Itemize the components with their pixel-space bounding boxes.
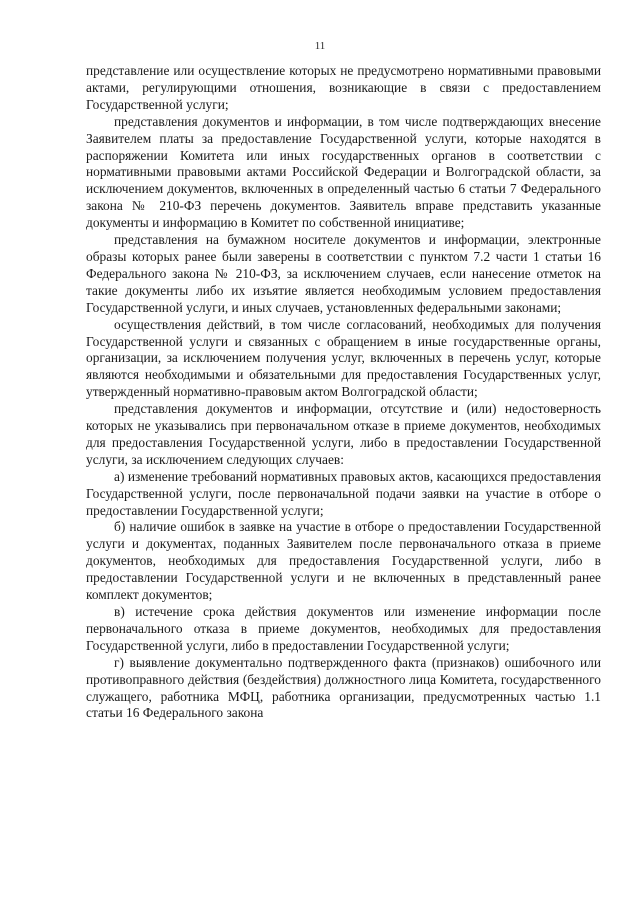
paragraph-1: представление или осуществление которых не предусмотрено нормативными правовыми актами, регулирующими отношения, возникающие в связи с предоставлением Государственной услуги; [86,63,601,112]
document-body [86,63,601,722]
list-item-v: в) истечение срока действия документов или изменение информации после первоначального отказа в приеме документов, необходимых для предоставления Государственной услуги, либо в предоставлении Государственной услуги; [86,604,601,653]
page-number: 11 [314,40,326,52]
paragraph-5: представления документов и информации, отсутствие и (или) недостоверность которых не указывались при первоначальном отказе в приеме документов, необходимых для предоставления Государственной услуги, либо в предоставлении Государственной услуги, за исключением следующих случаев: [86,401,601,467]
paragraph-4: осуществления действий, в том числе согласований, необходимых для получения Государственной услуги и связанных с обращением в иные государственные органы, организации, за исключением получения услуг, включенных в перечень услуг, которые являются необходимыми и обязательными для предоставления Государственных услуг, утвержденный нормативно-правовым актом Волгоградской области; [86,316,601,400]
list-item-g: г) выявление документально подтвержденного факта (признаков) ошибочного или противоправного действия (бездействия) должностного лица Комитета, государственного служащего, работника МФЦ, работника организации, предусмотренных частью 1.1 статьи 16 Федерального закона [86,654,601,721]
list-item-b: б) наличие ошибок в заявке на участие в отборе о предоставлении Государственной услуги и документах, поданных Заявителем после первоначального отказа в приеме документов, необходимых для предоставления Государственной услуги, либо в предоставлении Государственной услуги и не включенных в представленный ранее комплект документов; [86,519,601,603]
paragraph-3: представления на бумажном носителе документов и информации, электронные образы которых ранее были заверены в соответствии с пунктом 7.2 части 1 статьи 16 Федерального закона № 210-ФЗ, за исключением случаев, если нанесение отметок на такие документы либо их изъятие является необходимым условием предоставления Государственной услуги, и иных случаев, установленных федеральными законами; [86,232,601,315]
paragraph-2: представления документов и информации, в том числе подтверждающих внесение Заявителем платы за предоставление Государственной услуги, которые находятся в распоряжении Комитета или иных государственных органов в соответствии с нормативными правовыми актами Российской Федерации и Волгоградской области, за исключением документов, включенных в определенный частью 6 статьи 7 Федерального закона № 210-ФЗ перечень документов. Заявитель вправе представить указанные документы и информацию в Комитет по собственной инициативе; [86,113,601,231]
list-item-a: а) изменение требований нормативных правовых актов, касающихся предоставления Государственной услуги, после первоначальной подачи заявки на участие в отборе о предоставлении Государственной услуги; [86,468,601,518]
